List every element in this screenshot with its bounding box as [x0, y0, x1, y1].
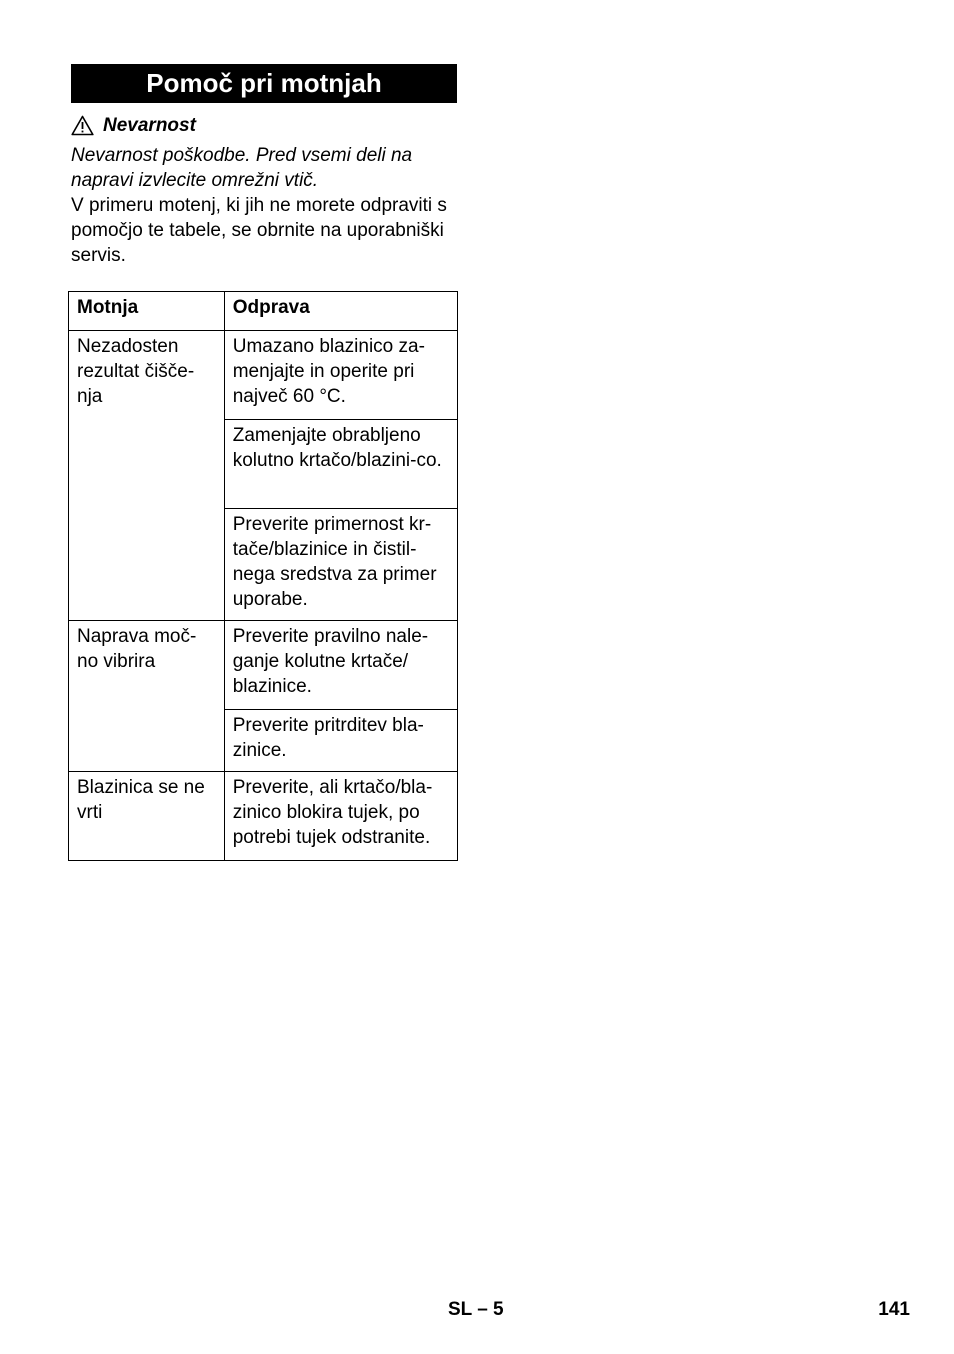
table-row — [69, 331, 458, 420]
fault-cell: Blazinica se ne vrti — [69, 772, 225, 861]
intro-text: V primeru motenj, ki jih ne morete odpraviti s pomočjo te tabele, se obrnite na uporabniški servis. — [71, 195, 447, 266]
warning-text: Nevarnost poškodbe. Pred vsemi deli na napravi izvlecite omrežni vtič. — [71, 145, 413, 191]
warning-triangle-icon — [71, 115, 94, 136]
remedy-cell: Preverite, ali krtačo/bla-zinico blokira tujek, po potrebi tujek odstranite. — [224, 772, 457, 861]
troubleshooting-table — [68, 291, 458, 861]
remedy-cell: Preverite primernost kr-tače/blazinice in čistil-nega sredstva za primer uporabe. — [224, 509, 457, 621]
remedy-cell: Umazano blazinico za-menjajte in operite pri največ 60 °C. — [224, 331, 457, 420]
footer-language-page: SL – 5 — [448, 1299, 504, 1320]
fault-cell: Naprava moč-no vibrira — [69, 621, 225, 772]
warning-label: Nevarnost — [103, 114, 196, 136]
remedy-cell: Preverite pritrditev bla-zinice. — [224, 710, 457, 772]
section-title: Pomoč pri motnjah — [71, 64, 457, 103]
column-header-fault: Motnja — [69, 292, 225, 331]
table-row — [69, 621, 458, 710]
remedy-cell: Zamenjajte obrabljeno kolutno krtačo/blazini-co. — [224, 420, 457, 509]
remedy-cell: Preverite pravilno nale-ganje kolutne krtače/ blazinice. — [224, 621, 457, 710]
fault-cell: Nezadosten rezultat čišče-nja — [69, 331, 225, 621]
table-header-row — [69, 292, 458, 331]
footer-page-number: 141 — [878, 1299, 910, 1320]
warning-heading — [71, 113, 196, 138]
column-header-remedy: Odprava — [224, 292, 457, 331]
table-row — [69, 772, 458, 861]
